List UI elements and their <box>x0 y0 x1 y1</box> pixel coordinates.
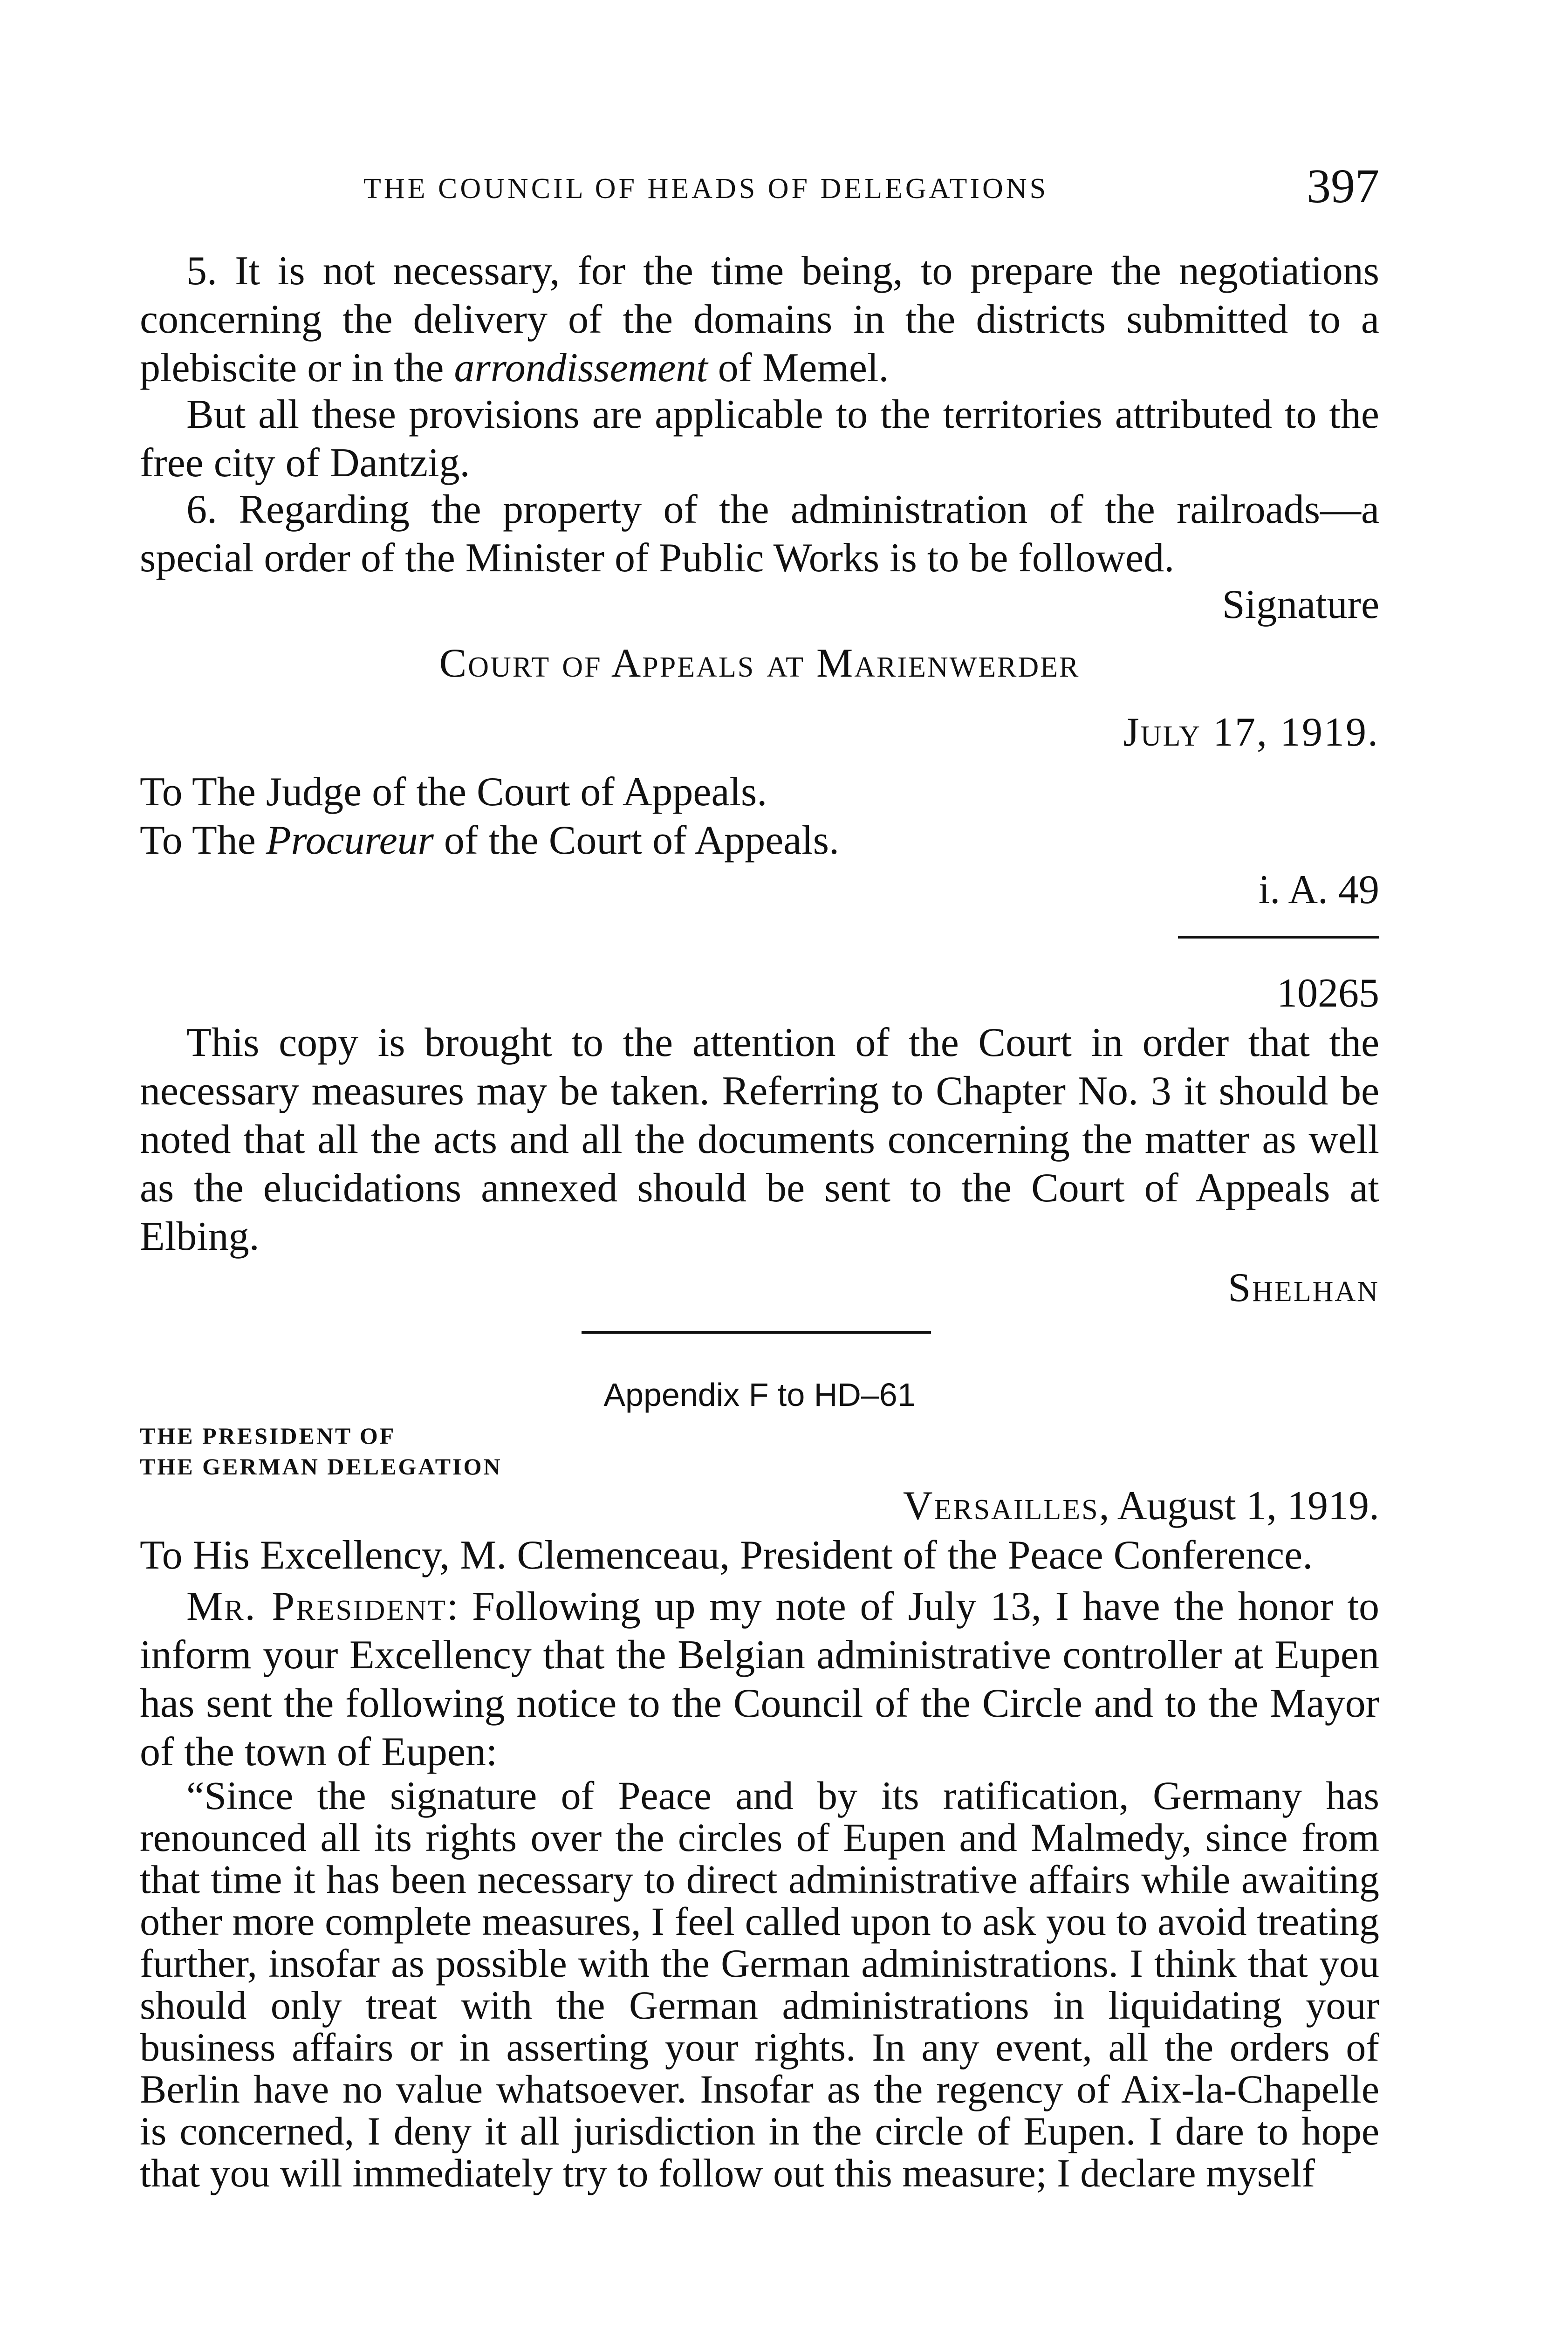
addressee-judge: To The Judge of the Court of Appeals. <box>140 769 767 815</box>
signature-line: Signature <box>1222 582 1379 627</box>
president-heading-line2: THE GERMAN DELEGATION <box>140 1453 502 1480</box>
paragraph-dantzig: But all these provisions are applicable to the territories attributed to the free city of Dantzig. <box>140 392 1379 486</box>
section-divider <box>582 1331 931 1334</box>
quoted-notice: “Since the signature of Peace and by its ratification, Germany has renounced all its rights over the circles of Eupen and Malmedy, since from that time it has been necessary to direct administrative affairs while awaiting other more complete measures, I feel called upon to ask you to avoid treating further, insofar as possible with the German administrations. I think that you should only treat with the German administrations in liquidating your business affairs or in asserting your rights. In any event, all the orders of Berlin have no value whatsoever. Insofar as the regency of Aix-la-Chapelle is concerned, I deny it all jurisdiction in the circle of Eupen. I dare to hope that you will immediately try to follow out this measure; I declare myself <box>140 1773 1379 2195</box>
letter-to-line: To His Excellency, M. Clemenceau, President of the Peace Conference. <box>140 1533 1313 1578</box>
file-number: 10265 <box>1277 971 1379 1016</box>
paragraph-6: 6. Regarding the property of the administration of the railroads—a special order of the Minister of Public Works is to be followed. <box>140 487 1379 581</box>
paragraph-5 <box>140 247 1379 392</box>
court-date <box>140 708 1379 757</box>
paragraph-5-end: of Memel. <box>707 345 889 391</box>
letter-dateline <box>140 1482 1379 1530</box>
addressee-italic: Procureur <box>266 818 434 863</box>
salutation: Mr. President <box>186 1584 447 1629</box>
letter-body <box>140 1583 1379 1776</box>
divider-short <box>1178 936 1379 939</box>
page-number: 397 <box>1307 159 1379 213</box>
paragraph-copy: This copy is brought to the attention of the Court in order that the necessary measures may be taken. Referring to Chapter No. 3 it should be noted that all the acts and all the documents concerning the matter as well as the elucidations annexed should be sent to the Court of Appeals at Elbing. <box>140 1020 1379 1259</box>
letter-date: , August 1, 1919. <box>1099 1483 1379 1528</box>
addressee-procureur <box>140 816 1379 865</box>
court-heading: Court of Appeals at Marienwerder <box>439 641 1080 686</box>
court-date-text: July 17, 1919. <box>1123 710 1379 755</box>
appendix-title: Appendix F to HD–61 <box>603 1377 916 1413</box>
signer-text: Shelhan <box>1228 1265 1379 1310</box>
addressee-prefix: To The <box>140 818 266 863</box>
running-title: THE COUNCIL OF HEADS OF DELEGATIONS <box>363 173 1049 205</box>
paragraph-5-italic: arrondissement <box>454 345 708 391</box>
paragraph-5-text: 5. It is not necessary, for the time being, to prepare the negotiations concerning the delivery of the domains in the districts submitted to a plebiscite or in the <box>140 248 1379 391</box>
addressee-suffix: of the Court of Appeals. <box>433 818 839 863</box>
letter-body-text: : Following up my note of July 13, I have the honor to inform your Excellency that the Belgian administrative controller at Eupen has sent the following notice to the Council of the Circle and to the Mayor of the town of Eupen: <box>140 1584 1379 1775</box>
signer-name <box>140 1264 1379 1312</box>
reference-number: i. A. 49 <box>1258 867 1379 912</box>
president-heading <box>140 1420 792 1482</box>
president-heading-line1: THE PRESIDENT OF <box>140 1423 396 1449</box>
letter-place: Versailles <box>903 1483 1099 1528</box>
